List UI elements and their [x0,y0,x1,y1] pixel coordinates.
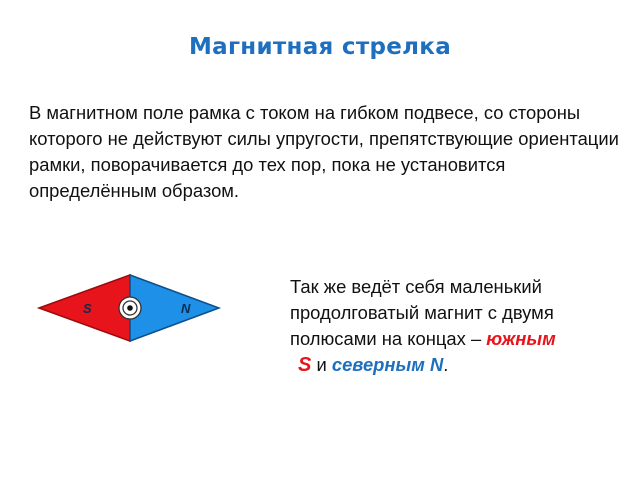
north-pole-word: северным N [331,354,444,375]
north-pole-label: N [181,301,191,316]
page-title: Магнитная стрелка [188,34,452,60]
south-pole-label: S [83,301,92,316]
south-pole-word: южным [486,328,556,349]
period-text: . [443,354,449,375]
current-out-of-page-icon [119,297,141,319]
pole-description [290,274,620,378]
south-pole-letter: S [298,354,312,376]
north-pole-half [130,275,219,341]
compass-needle-diagram [36,272,222,344]
pole-description-lead: Так же ведёт себя маленький продолговатый магнит с двумя полюсами на концах – [290,276,554,349]
intro-paragraph: В магнитном поле рамка с током на гибком подвесе, со стороны которого не действуют силы упругости, препятствующие ориентации рамки, поворачивается до тех пор, пока не установится определённым образом. [29,102,619,201]
conjunction-text: и [311,354,332,375]
